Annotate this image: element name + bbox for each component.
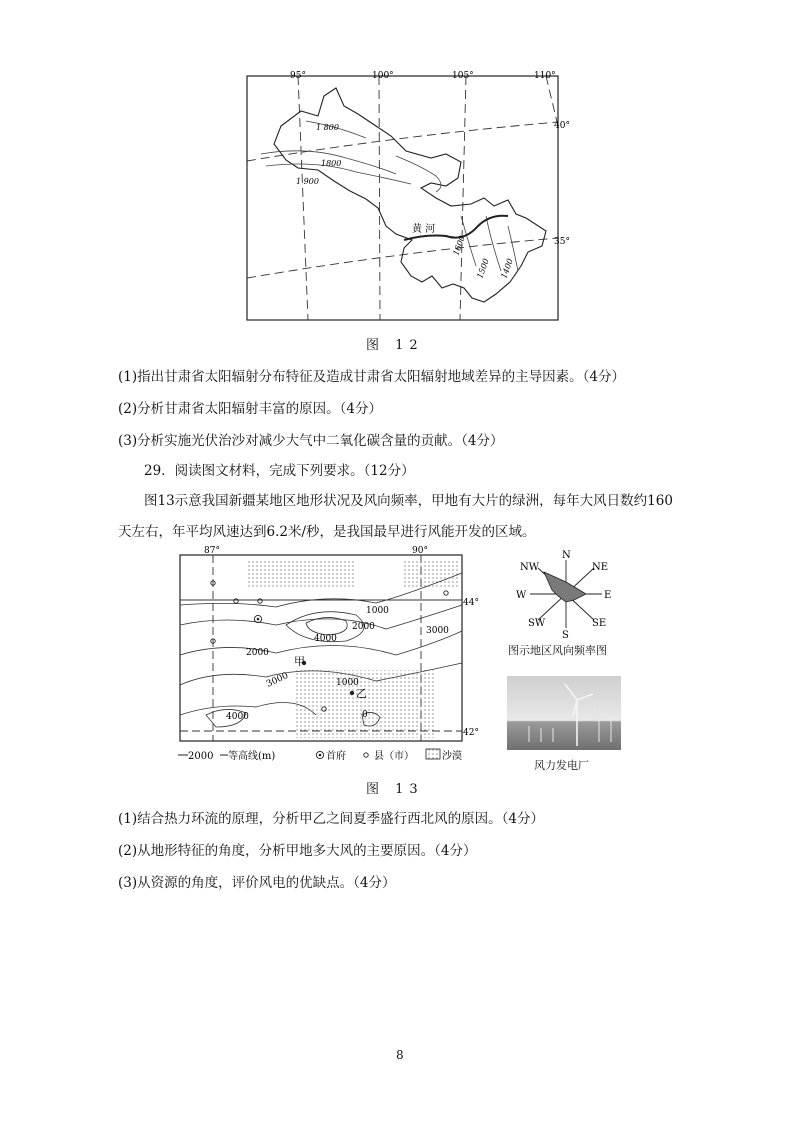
wind-rose-caption: 图示地区风向频率图 [508, 644, 607, 657]
lat-40-label: 40° [554, 121, 570, 131]
river-label: 黄 河 [412, 224, 436, 235]
contour-label-0: 0 [362, 710, 368, 720]
legend-county-label: 县（市） [374, 751, 414, 762]
legend-desert-label: 沙漠 [442, 751, 462, 762]
county-marker-6 [444, 591, 448, 595]
contour-label-1800a: 1 800 [316, 123, 339, 132]
lat-42-label: 42° [463, 728, 479, 738]
legend-capital-label: 首府 [326, 751, 346, 762]
contour-label-1000: 1000 [366, 606, 389, 616]
contour-label-4000: 4000 [314, 634, 337, 644]
county-marker-3 [258, 599, 262, 603]
q29-material-line-1: 图13示意我国新疆某地区地形状况及风向频率，甲地有大片的绿洲，每年大风日数约160 [144, 493, 673, 509]
place-yi-label: 乙 [356, 687, 367, 700]
lat-44-label: 44° [463, 598, 479, 608]
lat-35-label: 35° [554, 237, 570, 247]
place-yi-dot [350, 691, 354, 695]
q29-item-2: (2)从地形特征的角度，分析甲地多大风的主要原因。（4分） [118, 843, 477, 859]
compass-w: W [516, 590, 527, 601]
wind-farm-photo [507, 676, 621, 750]
lon-90-label: 90° [412, 546, 428, 556]
lon-100-label: 100° [372, 71, 394, 81]
legend-county-icon [364, 753, 368, 757]
contour-label-2000b: 2000 [246, 648, 269, 658]
place-jia-label: 甲 [294, 655, 305, 668]
compass-e: E [604, 590, 612, 601]
figure-12-caption: 图 12 [366, 338, 424, 353]
contour-label-1600: 1600 [451, 234, 467, 257]
compass-nw: NW [520, 562, 540, 573]
contour-label-1900: 1 900 [296, 177, 319, 186]
contour-label-1800b: 1800 [321, 159, 342, 168]
page-number: 8 [396, 1048, 404, 1062]
wind-frequency-polygon [544, 572, 586, 602]
lon-110-label: 110° [534, 71, 556, 81]
legend-desert-icon [426, 749, 440, 759]
q29-material-line-2: 天左右，年平均风速达到6.2米/秒，是我国最早进行风能开发的区域。 [118, 524, 536, 540]
q28-item-1: (1)指出甘肃省太阳辐射分布特征及造成甘肃省太阳辐射地域差异的主导因素。（4分） [118, 369, 625, 385]
q28-item-2: (2)分析甘肃省太阳辐射丰富的原因。（4分） [118, 401, 382, 417]
county-marker-2 [234, 599, 238, 603]
lon-87-label: 87° [204, 546, 220, 556]
lon-95-label: 95° [290, 71, 306, 81]
legend-contour-sample: 2000 [188, 751, 214, 762]
contour-label-1000b: 1000 [336, 678, 359, 688]
q29-heading: 29．阅读图文材料，完成下列要求。（12分） [144, 463, 415, 479]
compass-se: SE [592, 618, 607, 629]
wind-farm-caption: 风力发电厂 [534, 759, 589, 772]
q28-item-3: (3)分析实施光伏治沙对减少大气中二氧化碳含量的贡献。（4分） [118, 433, 504, 449]
contour-label-1500: 1500 [475, 257, 491, 280]
contour-label-1400: 1400 [499, 257, 515, 280]
figure-12-map [246, 66, 570, 322]
q29-item-1: (1)结合热力环流的原理，分析甲乙之间夏季盛行西北风的原因。（4分） [118, 811, 544, 827]
wind-rose [508, 548, 624, 640]
lon-105-label: 105° [452, 71, 474, 81]
contour-label-3000: 3000 [426, 626, 449, 636]
q29-material [118, 486, 683, 548]
q29-item-3: (3)从资源的角度，评价风电的优缺点。（4分） [118, 875, 396, 891]
contour-label-4000b: 4000 [226, 712, 249, 722]
figure-13-map [176, 545, 479, 767]
desert-area-north [246, 559, 356, 589]
desert-area-south [296, 670, 436, 738]
legend-contour-label: 等高线(m) [228, 751, 276, 762]
contour-label-2000: 2000 [352, 622, 375, 632]
compass-s: S [562, 630, 569, 641]
contour-label-3000b: 3000 [265, 670, 291, 690]
compass-ne: NE [592, 562, 609, 573]
compass-n: N [562, 550, 571, 561]
figure-13-caption: 图 13 [366, 782, 424, 797]
compass-sw: SW [528, 618, 546, 629]
